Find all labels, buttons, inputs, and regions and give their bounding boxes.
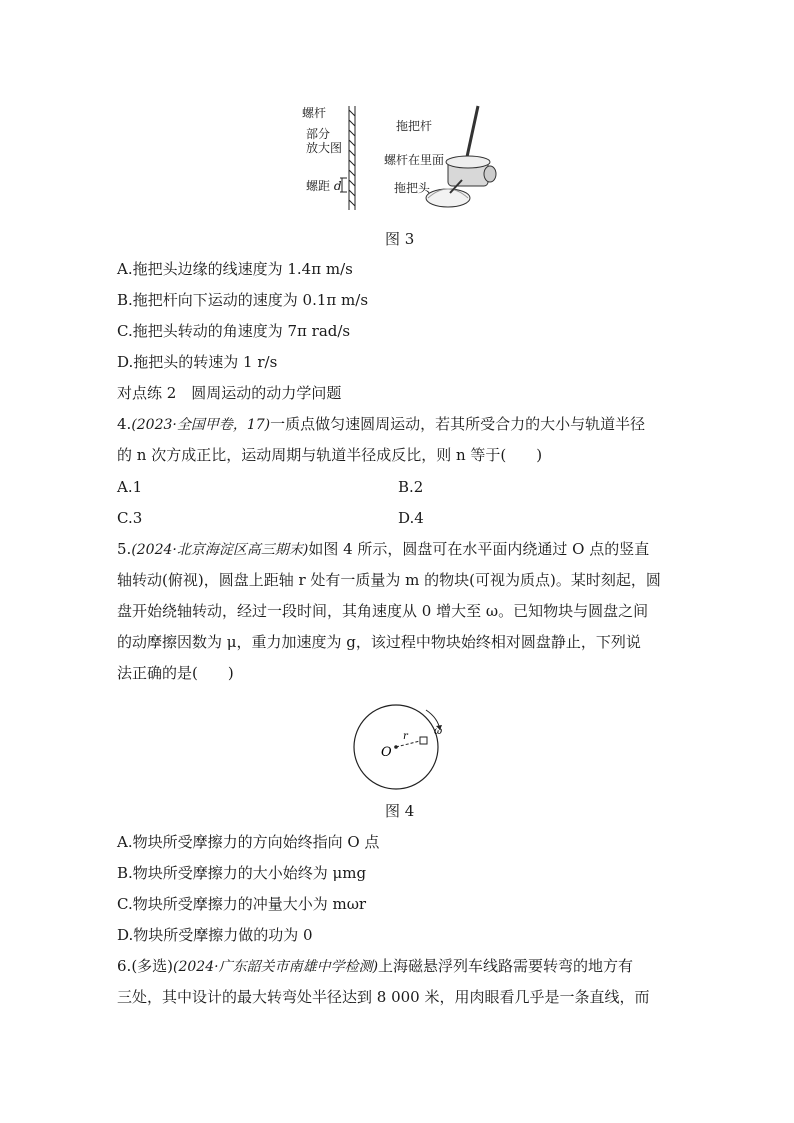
radius-line	[396, 741, 420, 747]
q6-stem-line2: 三处，其中设计的最大转弯处半径达到 8 000 米，用肉眼看几乎是一条直线，而	[117, 988, 650, 1006]
q3-option-b: B.拖把杆向下运动的速度为 0.1π m/s	[117, 291, 369, 309]
label-enlarged: 放大图	[306, 141, 343, 155]
q4-option-b: B.2	[398, 478, 424, 496]
q4-stem-line1: 4.(2023·全国甲卷，17)一质点做匀速圆周运动，若其所受合力的大小与轨道半径	[117, 415, 646, 433]
q5-stem-line5: 法正确的是( )	[117, 664, 234, 682]
figure-4-disk-diagram	[340, 700, 470, 795]
label-partial: 部分	[306, 127, 331, 141]
q5-option-a: A.物块所受摩擦力的方向始终指向 O 点	[117, 833, 380, 851]
label-r: r	[403, 731, 408, 742]
q4-stem-line2: 的 n 次方成正比，运动周期与轨道半径成反比，则 n 等于( )	[117, 446, 543, 464]
q5-option-c: C.物块所受摩擦力的冲量大小为 mωr	[117, 895, 367, 913]
q3-option-a: A.拖把头边缘的线速度为 1.4π m/s	[117, 260, 353, 278]
q5-stem-line1: 5.(2024·北京海淀区高三期末)如图 4 所示，圆盘可在水平面内绕通过 O 点的竖直	[117, 540, 650, 558]
q4-option-a: A.1	[117, 478, 143, 496]
q4-option-c: C.3	[117, 509, 143, 527]
q5-stem-line2: 轴转动(俯视)，圆盘上距轴 r 处有一质量为 m 的物块(可视为质点)。某时刻起，圆	[117, 571, 661, 589]
q4-source: (2023·全国甲卷，17)	[131, 417, 271, 433]
label-mop-head: 拖把头	[394, 181, 431, 195]
figure-4-caption: 图 4	[385, 802, 415, 820]
label-mop-rod: 拖把杆	[396, 119, 433, 133]
block	[420, 737, 427, 744]
figure-3-caption: 图 3	[385, 230, 415, 248]
label-screw-inside: 螺杆在里面	[384, 153, 445, 167]
label-pitch: 螺距 d	[306, 179, 342, 193]
q5-source: (2024·北京海淀区高三期末)	[131, 542, 309, 558]
q6-source: (2024·广东韶关市南雄中学检测)	[173, 959, 379, 975]
section-title: 对点练 2 圆周运动的动力学问题	[117, 384, 342, 402]
q5-stem-line3: 盘开始绕轴转动，经过一段时间，其角速度从 0 增大至 ω。已知物块与圆盘之间	[117, 602, 649, 620]
q6-stem-line1: 6.(多选)(2024·广东韶关市南雄中学检测)上海磁悬浮列车线路需要转弯的地方有	[117, 957, 634, 975]
q3-option-c: C.拖把头转动的角速度为 7π rad/s	[117, 322, 351, 340]
q5-stem-line4: 的动摩擦因数为 μ，重力加速度为 g，该过程中物块始终相对圆盘静止，下列说	[117, 633, 641, 651]
screw-rod-drawing	[340, 106, 355, 210]
label-screw-rod: 螺杆	[302, 106, 327, 120]
q4-option-d: D.4	[398, 509, 424, 527]
q5-option-d: D.物块所受摩擦力做的功为 0	[117, 926, 313, 944]
q5-option-b: B.物块所受摩擦力的大小始终为 μmg	[117, 864, 367, 882]
label-omega: ω	[434, 726, 443, 737]
label-o: O	[381, 745, 392, 760]
q3-option-d: D.拖把头的转速为 1 r/s	[117, 353, 278, 371]
